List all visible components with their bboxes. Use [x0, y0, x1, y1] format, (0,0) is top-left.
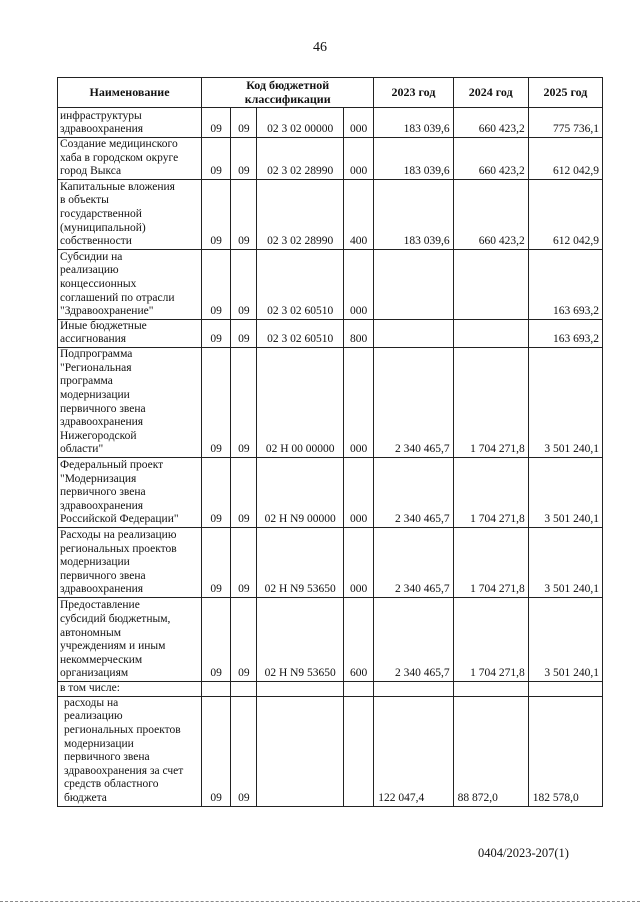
cell-name: Субсидии на реализацию концессионных соглашений по отрасли "Здравоохранение"	[58, 249, 202, 319]
cell-v2025	[528, 681, 602, 696]
cell-c3: 02 Н N9 00000	[257, 457, 344, 527]
cell-v2024	[453, 681, 528, 696]
cell-c1: 09	[202, 319, 231, 347]
header-2024: 2024 год	[453, 78, 528, 108]
cell-v2025: 3 501 240,1	[528, 597, 602, 681]
cell-v2023	[374, 319, 453, 347]
cell-v2024: 1 704 271,8	[453, 347, 528, 457]
cell-v2025: 163 693,2	[528, 319, 602, 347]
cell-c3: 02 Н N9 53650	[257, 597, 344, 681]
cell-c4: 000	[344, 457, 374, 527]
cell-v2024: 88 872,0	[453, 696, 528, 806]
cell-c3: 02 Н N9 53650	[257, 527, 344, 597]
cell-v2025: 612 042,9	[528, 179, 602, 249]
budget-table	[57, 77, 603, 807]
cell-v2023	[374, 681, 453, 696]
header-name: Наименование	[58, 78, 202, 108]
document-code: 0404/2023-207(1)	[478, 846, 569, 860]
bottom-rule	[0, 901, 640, 902]
cell-name: расходы на реализацию региональных проектов модернизации первичного звена здравоохранения за счет средств областного бюджета	[58, 696, 202, 806]
cell-v2025: 163 693,2	[528, 249, 602, 319]
cell-v2024: 660 423,2	[453, 108, 528, 138]
cell-c2: 09	[231, 527, 257, 597]
cell-v2024: 660 423,2	[453, 179, 528, 249]
cell-c2: 09	[231, 179, 257, 249]
cell-c2: 09	[231, 696, 257, 806]
table-row	[58, 527, 603, 597]
cell-c1: 09	[202, 696, 231, 806]
header-code: Код бюджетной классификации	[202, 78, 374, 108]
cell-v2025: 182 578,0	[528, 696, 602, 806]
cell-c1: 09	[202, 179, 231, 249]
cell-c2	[231, 681, 257, 696]
cell-c3: 02 3 02 28990	[257, 179, 344, 249]
header-2025: 2025 год	[528, 78, 602, 108]
cell-c4: 400	[344, 179, 374, 249]
cell-v2023: 2 340 465,7	[374, 347, 453, 457]
cell-v2023: 2 340 465,7	[374, 597, 453, 681]
cell-v2024: 1 704 271,8	[453, 527, 528, 597]
cell-name: в том числе:	[58, 681, 202, 696]
cell-v2025: 3 501 240,1	[528, 347, 602, 457]
cell-c2: 09	[231, 249, 257, 319]
cell-v2024	[453, 249, 528, 319]
cell-name: Создание медицинского хаба в городском округе город Выкса	[58, 138, 202, 180]
cell-v2023: 2 340 465,7	[374, 527, 453, 597]
cell-v2023: 122 047,4	[374, 696, 453, 806]
table-row	[58, 179, 603, 249]
cell-name: Подпрограмма "Региональная программа модернизации первичного звена здравоохранения Нижегородской области"	[58, 347, 202, 457]
cell-c4: 000	[344, 527, 374, 597]
cell-v2023: 183 039,6	[374, 138, 453, 180]
cell-c4: 000	[344, 138, 374, 180]
cell-c3	[257, 696, 344, 806]
page-number: 46	[313, 40, 327, 55]
cell-v2024: 660 423,2	[453, 138, 528, 180]
cell-c4: 800	[344, 319, 374, 347]
table-row	[58, 347, 603, 457]
cell-v2025: 3 501 240,1	[528, 457, 602, 527]
cell-c2: 09	[231, 319, 257, 347]
cell-v2024: 1 704 271,8	[453, 457, 528, 527]
cell-v2023: 183 039,6	[374, 179, 453, 249]
table-row	[58, 681, 603, 696]
cell-c3	[257, 681, 344, 696]
cell-v2023: 183 039,6	[374, 108, 453, 138]
table-row	[58, 249, 603, 319]
cell-c4: 600	[344, 597, 374, 681]
cell-c1: 09	[202, 597, 231, 681]
cell-v2024: 1 704 271,8	[453, 597, 528, 681]
cell-c2: 09	[231, 138, 257, 180]
cell-v2023: 2 340 465,7	[374, 457, 453, 527]
header-2023: 2023 год	[374, 78, 453, 108]
cell-c4	[344, 696, 374, 806]
cell-c1: 09	[202, 249, 231, 319]
cell-c4: 000	[344, 249, 374, 319]
cell-c3: 02 3 02 00000	[257, 108, 344, 138]
cell-name: инфраструктуры здравоохранения	[58, 108, 202, 138]
cell-name: Капитальные вложения в объекты государственной (муниципальной) собственности	[58, 179, 202, 249]
cell-v2025: 612 042,9	[528, 138, 602, 180]
table-row	[58, 597, 603, 681]
cell-c3: 02 3 02 28990	[257, 138, 344, 180]
cell-name: Предоставление субсидий бюджетным, автономным учреждениям и иным некоммерческим организациям	[58, 597, 202, 681]
cell-c1: 09	[202, 527, 231, 597]
cell-c2: 09	[231, 597, 257, 681]
table-header-row	[58, 78, 603, 108]
cell-c4: 000	[344, 108, 374, 138]
cell-v2024	[453, 319, 528, 347]
cell-v2025: 3 501 240,1	[528, 527, 602, 597]
cell-c2: 09	[231, 457, 257, 527]
cell-c4	[344, 681, 374, 696]
cell-c2: 09	[231, 347, 257, 457]
table-row	[58, 108, 603, 138]
cell-name: Расходы на реализацию региональных проектов модернизации первичного звена здравоохранения	[58, 527, 202, 597]
cell-c3: 02 Н 00 00000	[257, 347, 344, 457]
cell-c1: 09	[202, 138, 231, 180]
cell-c1: 09	[202, 347, 231, 457]
cell-v2025: 775 736,1	[528, 108, 602, 138]
cell-c1	[202, 681, 231, 696]
cell-c3: 02 3 02 60510	[257, 249, 344, 319]
cell-v2023	[374, 249, 453, 319]
table-row	[58, 138, 603, 180]
cell-c3: 02 3 02 60510	[257, 319, 344, 347]
table-row	[58, 696, 603, 806]
cell-name: Федеральный проект "Модернизация первичного звена здравоохранения Российской Федерации"	[58, 457, 202, 527]
cell-name: Иные бюджетные ассигнования	[58, 319, 202, 347]
cell-c4: 000	[344, 347, 374, 457]
cell-c1: 09	[202, 457, 231, 527]
cell-c1: 09	[202, 108, 231, 138]
table-row	[58, 457, 603, 527]
cell-c2: 09	[231, 108, 257, 138]
table-row	[58, 319, 603, 347]
